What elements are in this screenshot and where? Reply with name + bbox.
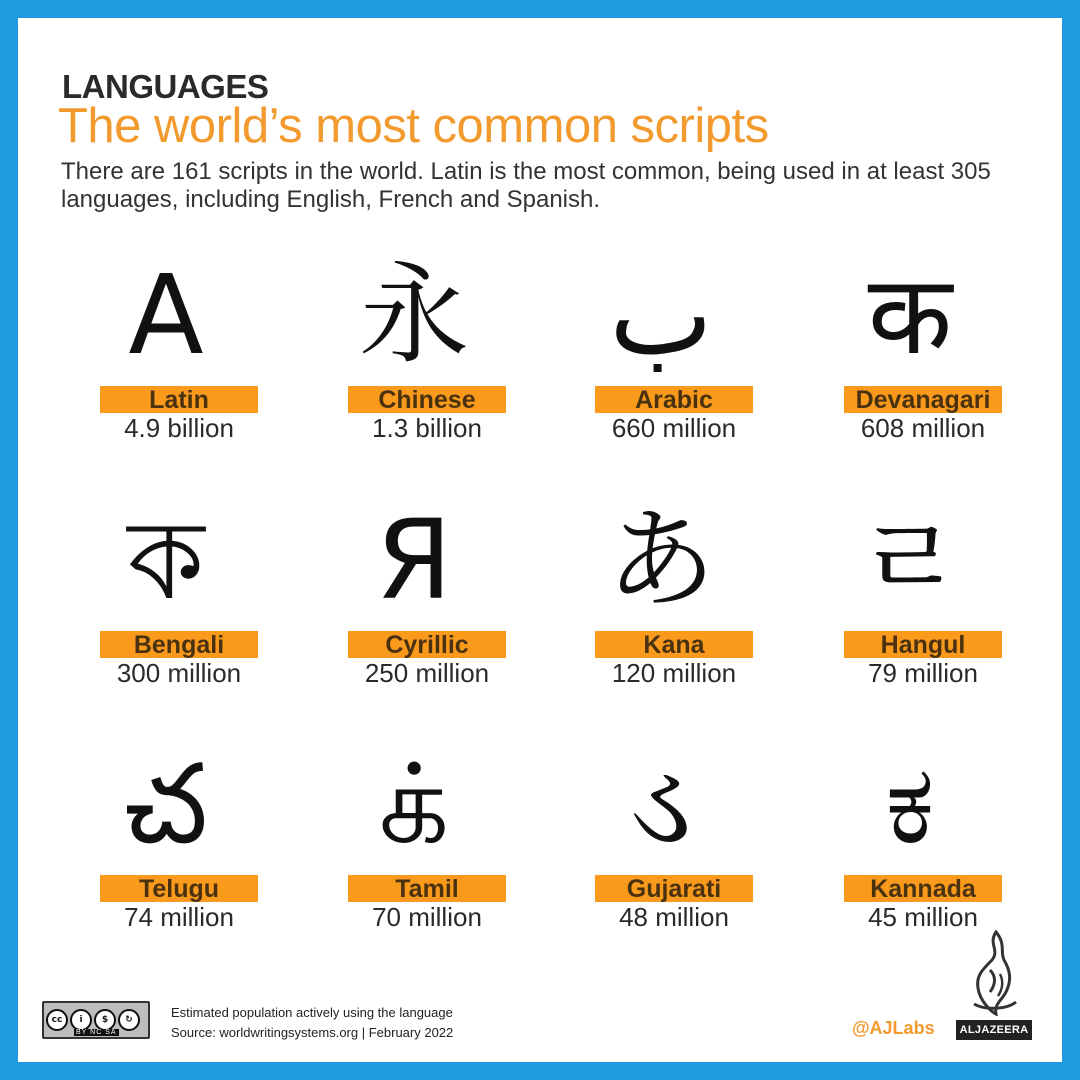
- script-glyph: ಕ: [885, 740, 935, 868]
- script-users: 70 million: [372, 902, 482, 932]
- section-kicker: LANGUAGES: [62, 68, 269, 105]
- script-card: [56, 739, 276, 939]
- script-users: 1.3 billion: [372, 413, 482, 443]
- script-users: 45 million: [868, 902, 978, 932]
- script-name: Devanagari: [844, 386, 1002, 413]
- script-card: [304, 739, 524, 939]
- script-card: [56, 250, 276, 450]
- script-card: [304, 495, 524, 695]
- script-users: 660 million: [611, 413, 737, 443]
- script-users: 120 million: [611, 658, 737, 688]
- page-title: The world’s most common scripts: [58, 99, 769, 153]
- license-text: BY NC SA: [76, 1029, 117, 1036]
- script-card: [551, 250, 771, 450]
- script-name: Hangul: [844, 631, 1002, 658]
- script-name: Telugu: [100, 875, 258, 902]
- script-glyph: A: [128, 251, 204, 379]
- script-glyph: ب: [609, 251, 713, 379]
- script-glyph: க்: [378, 740, 450, 868]
- script-users: 4.9 billion: [124, 413, 234, 443]
- script-name: Gujarati: [595, 875, 753, 902]
- script-users: 48 million: [619, 902, 729, 932]
- script-name: Chinese: [348, 386, 506, 413]
- script-card: [551, 739, 771, 939]
- script-card: [304, 250, 524, 450]
- social-handle: @AJLabs: [852, 1018, 935, 1038]
- script-glyph: ক: [127, 496, 205, 624]
- script-glyph: क: [867, 251, 953, 379]
- script-card: [551, 495, 771, 695]
- script-users: 300 million: [116, 658, 242, 688]
- script-name: Cyrillic: [348, 631, 506, 658]
- brand-wordmark: ALJAZEERA: [956, 1020, 1032, 1040]
- footnote-note: Estimated population actively using the language: [171, 1005, 453, 1020]
- script-name: Bengali: [100, 631, 258, 658]
- script-card: [800, 250, 1020, 450]
- script-name: Kannada: [844, 875, 1002, 902]
- footnote-source: Source: worldwritingsystems.org | February 2022: [171, 1025, 454, 1040]
- infographic-card: [18, 18, 1062, 1062]
- by-person-icon: i: [70, 1009, 92, 1031]
- script-card: [800, 739, 1020, 939]
- script-users: 74 million: [124, 902, 234, 932]
- creative-commons-badge: [42, 1001, 150, 1039]
- non-commercial-icon: $: [94, 1009, 116, 1031]
- script-glyph: ડ: [630, 740, 692, 868]
- share-alike-icon: ↻: [118, 1009, 140, 1031]
- script-name: Arabic: [595, 386, 753, 413]
- script-card: [800, 495, 1020, 695]
- script-users: 79 million: [868, 658, 978, 688]
- aljazeera-logo-icon: [966, 930, 1022, 1016]
- script-users: 250 million: [364, 658, 490, 688]
- script-name: Tamil: [348, 875, 506, 902]
- footnote: [171, 1003, 453, 1043]
- cc-icon: cc: [46, 1009, 68, 1031]
- script-glyph: Я: [375, 496, 453, 624]
- script-glyph: చ: [124, 740, 208, 868]
- script-glyph: あ: [606, 496, 716, 624]
- script-users: 608 million: [860, 413, 986, 443]
- script-name: Kana: [595, 631, 753, 658]
- intro-text: There are 161 scripts in the world. Latin is the most common, being used in at least 305 languages, including English, French and Spanish.: [61, 158, 991, 213]
- script-glyph: ㄹ: [856, 496, 964, 624]
- script-card: [56, 495, 276, 695]
- script-glyph: 永: [359, 251, 469, 379]
- script-name: Latin: [100, 386, 258, 413]
